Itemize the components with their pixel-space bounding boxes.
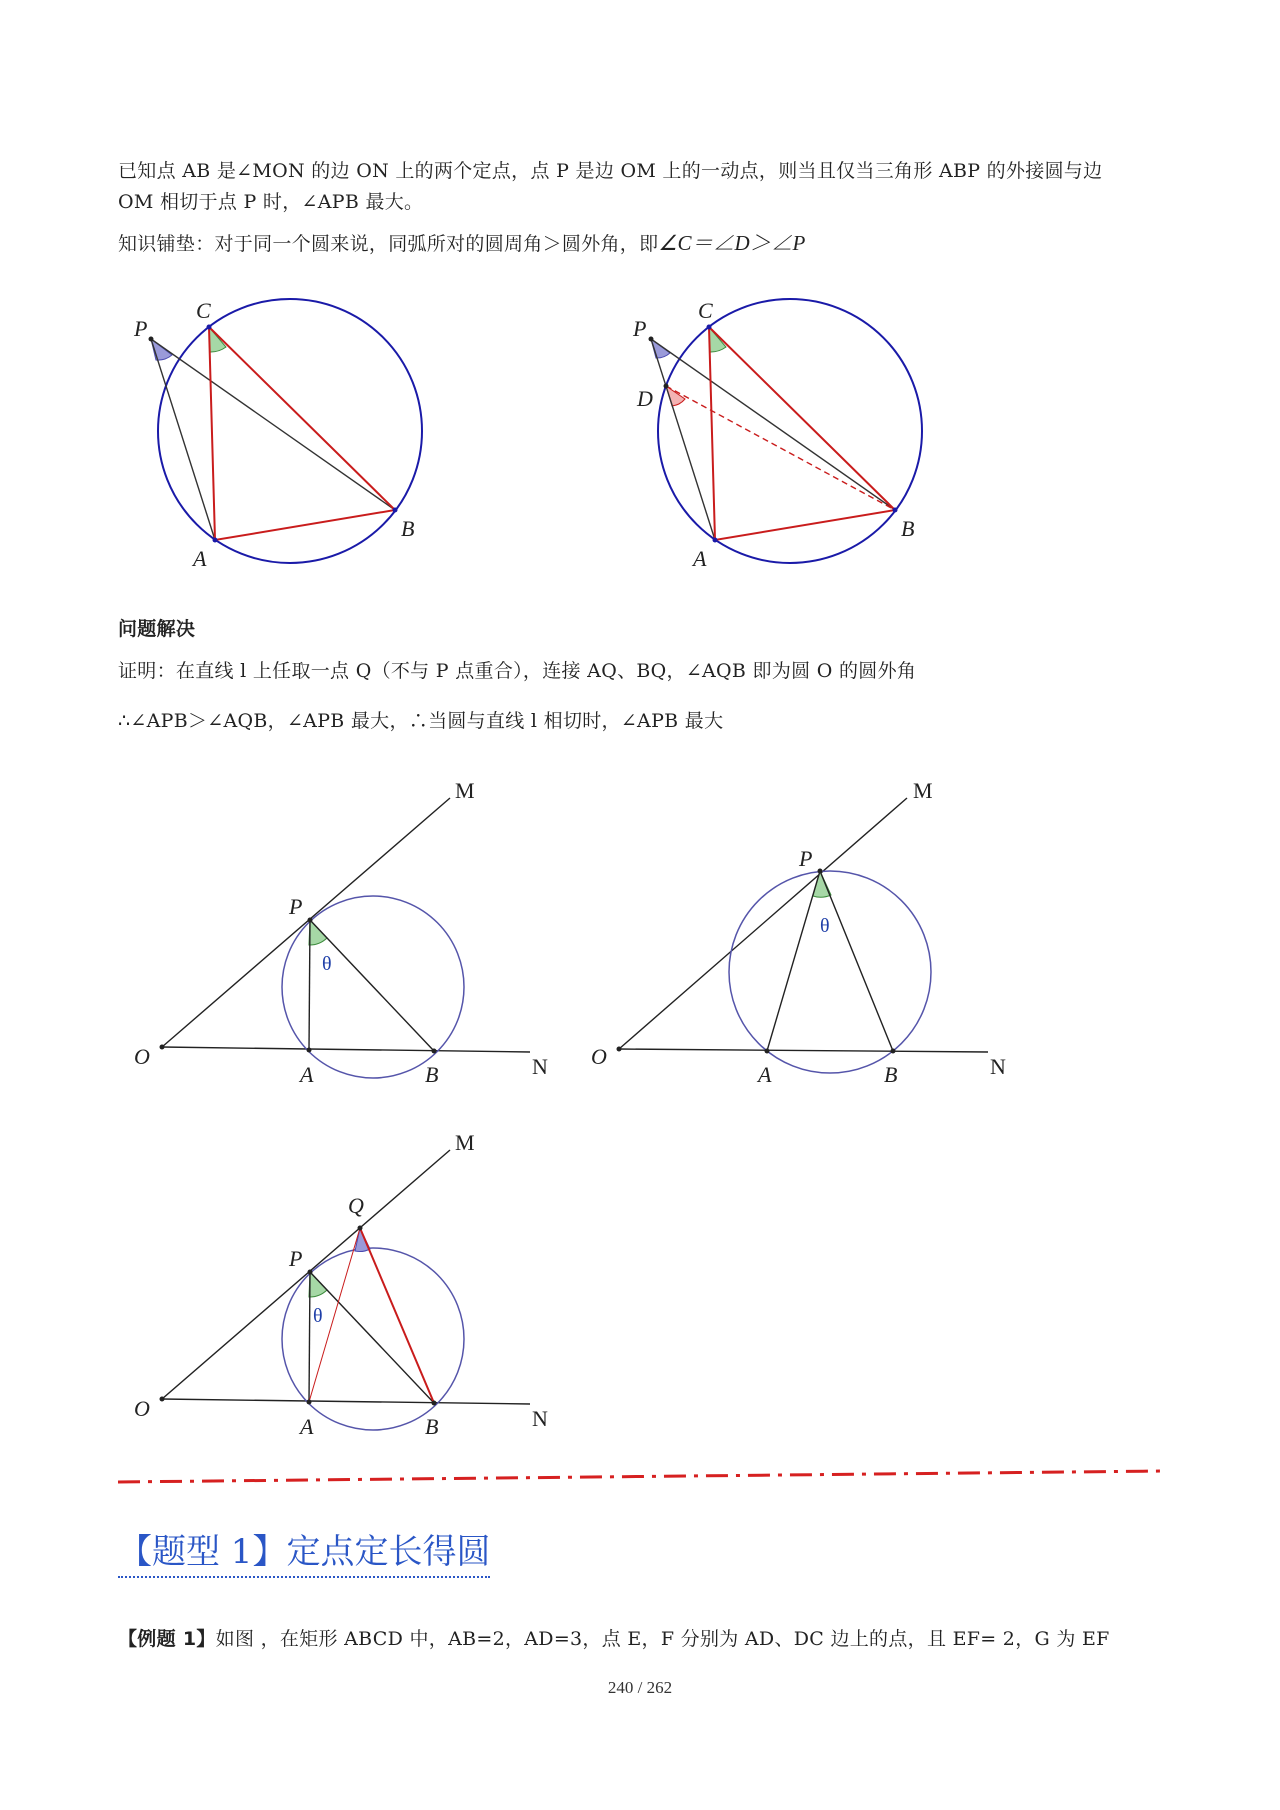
label-o: O <box>134 1396 150 1421</box>
conclusion-line: ∴∠APB＞∠AQB，∠APB 最大，∴当圆与直线 l 相切时，∠APB 最大 <box>118 710 724 732</box>
label-o: O <box>591 1044 607 1069</box>
label-p: P <box>633 316 647 341</box>
section-heading: 【题型 1】定点定长得圆 <box>118 1530 490 1578</box>
label-theta: θ <box>820 915 830 937</box>
label-p: P <box>289 894 303 919</box>
label-c: C <box>698 298 713 323</box>
label-p: P <box>289 1246 303 1271</box>
label-theta: θ <box>313 1305 323 1327</box>
label-a: A <box>693 546 707 571</box>
label-d: D <box>637 386 653 411</box>
label-n: N <box>532 1054 548 1079</box>
label-q: Q <box>348 1193 364 1218</box>
proof-line: 证明：在直线 l 上任取一点 Q（不与 P 点重合），连接 AQ、BQ，∠AQB 即为圆 O 的圆外角 <box>118 660 917 682</box>
knowledge-prefix: 知识铺垫：对于同一个圆来说，同弧所对的圆周角＞圆外角，即 <box>118 233 659 255</box>
example-line <box>118 1624 1178 1655</box>
label-p: P <box>799 846 813 871</box>
label-theta: θ <box>322 953 332 975</box>
label-m: M <box>455 778 475 803</box>
label-m: M <box>913 778 933 803</box>
label-b: B <box>425 1062 439 1087</box>
label-a: A <box>193 546 207 571</box>
label-b: B <box>425 1414 439 1439</box>
page-number: 240 / 262 <box>607 1678 673 1697</box>
solution-heading: 问题解决 <box>118 618 196 640</box>
label-b: B <box>884 1062 898 1087</box>
label-a: A <box>300 1062 314 1087</box>
label-o: O <box>134 1044 150 1069</box>
label-b: B <box>401 516 415 541</box>
label-a: A <box>300 1414 314 1439</box>
label-n: N <box>990 1054 1006 1079</box>
example-label: 【例题 1】 <box>118 1628 216 1650</box>
label-b: B <box>901 516 915 541</box>
label-a: A <box>758 1062 772 1087</box>
knowledge-math: ∠C＝∠D＞∠P <box>658 231 806 255</box>
example-text: 如图 ，在矩形 ABCD 中，AB=2，AD=3，点 E，F 分别为 AD、DC 边上的点，且 EF= 2，G 为 EF <box>215 1628 1110 1650</box>
intro-line-1: 已知点 AB 是∠MON 的边 ON 上的两个定点，点 P 是边 OM 上的一动点，则当且仅当三角形 ABP 的外接圆与边 <box>118 160 1103 182</box>
label-m: M <box>455 1130 475 1155</box>
label-n: N <box>532 1406 548 1431</box>
intro-line-2: OM 相切于点 P 时，∠APB 最大。 <box>118 191 424 213</box>
label-c: C <box>196 298 211 323</box>
label-p: P <box>134 316 148 341</box>
